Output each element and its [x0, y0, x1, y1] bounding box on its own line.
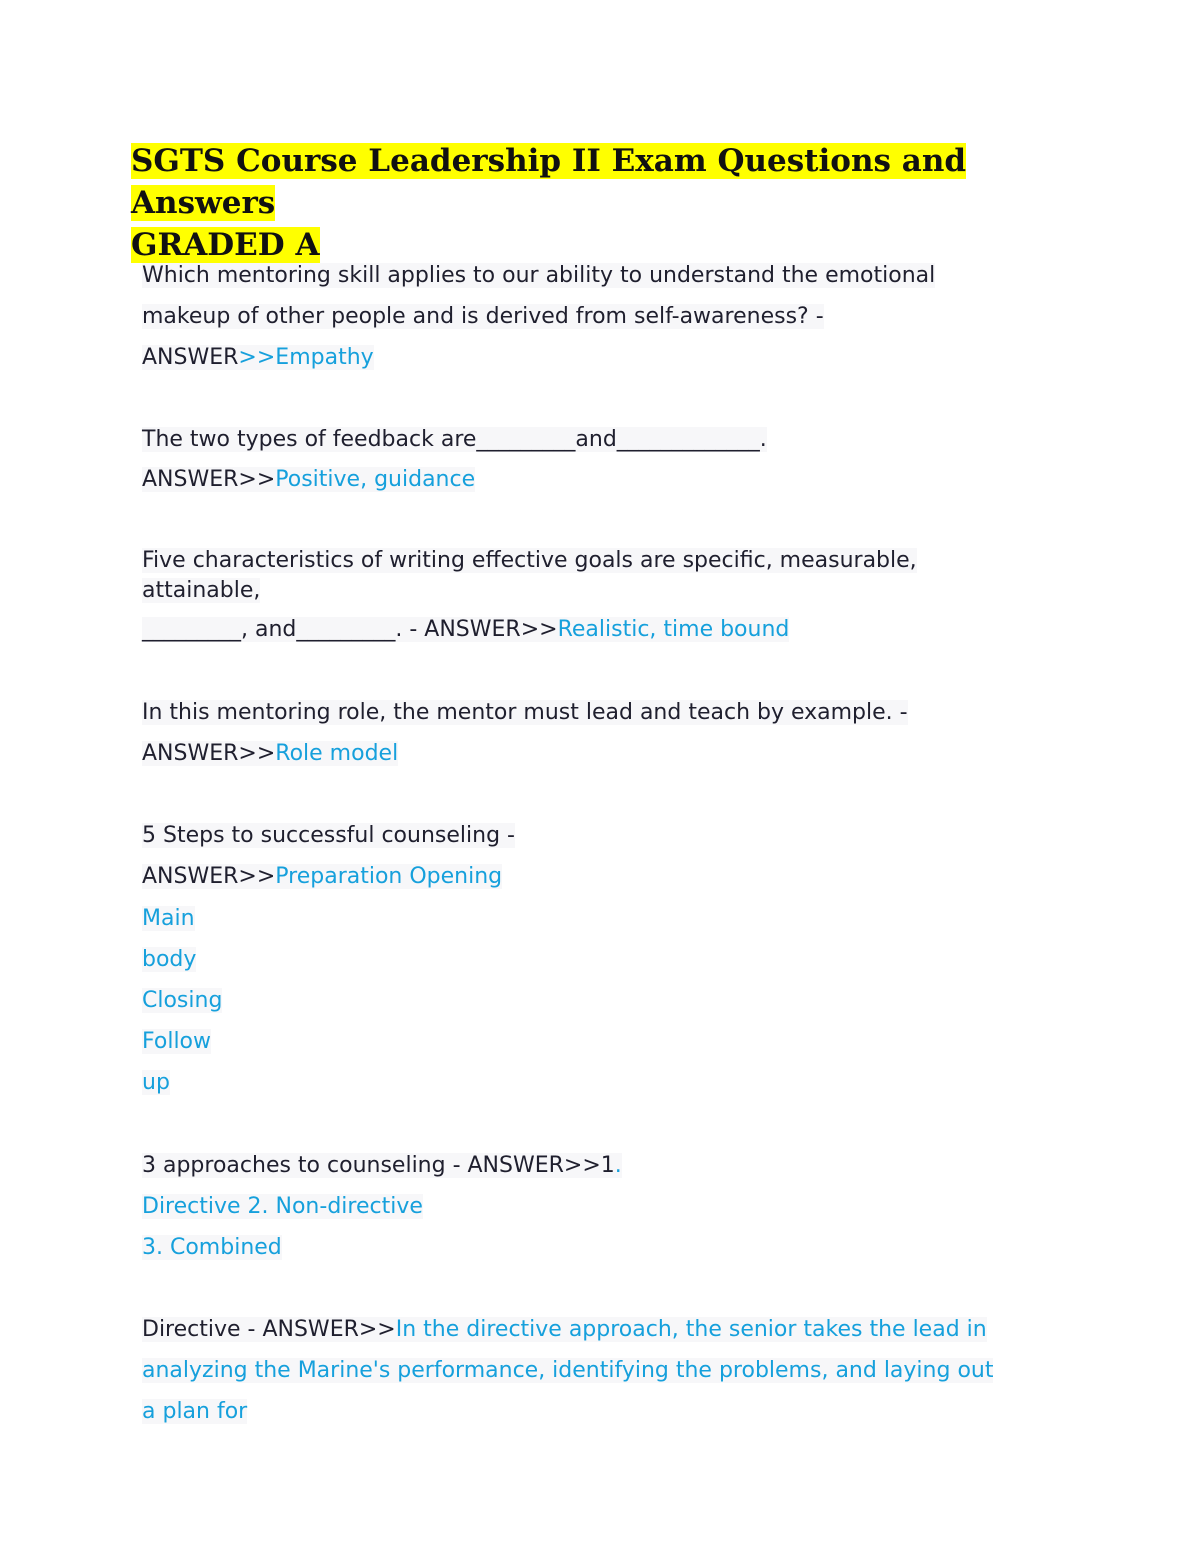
answer-line	[142, 615, 789, 645]
answer-line	[142, 465, 475, 495]
answer-prefix: ANSWER	[142, 345, 239, 370]
question-line: The two types of feedback are_________and_____________.	[142, 427, 767, 452]
answer-continuation: 3. Combined	[142, 1235, 282, 1260]
answer-text: .	[614, 1153, 622, 1178]
answer-continuation: Follow	[142, 1029, 212, 1054]
answer-continuation: body	[142, 947, 197, 972]
answer-line	[142, 739, 398, 769]
answer-prefix: ANSWER>>	[142, 741, 276, 766]
question-line: Which mentoring skill applies to our ability to understand the emotional	[142, 263, 936, 288]
answer-text: Role model	[275, 741, 399, 766]
answer-text: Positive, guidance	[275, 467, 476, 492]
title-line-2: GRADED A	[131, 227, 320, 263]
answer-prefix: ANSWER>>	[142, 864, 276, 889]
answer-text: Realistic, time bound	[557, 617, 790, 642]
answer-text: Preparation Opening	[275, 864, 503, 889]
answer-line	[142, 343, 374, 373]
answer-text: In the directive approach, the senior takes the lead in	[395, 1317, 987, 1342]
question-line: makeup of other people and is derived from self-awareness? -	[142, 304, 824, 329]
question-line: Five characteristics of writing effective goals are specific, measurable,	[142, 548, 917, 573]
answer-continuation: Directive 2. Non-directive	[142, 1194, 423, 1219]
answer-continuation: Closing	[142, 988, 223, 1013]
answer-continuation: Main	[142, 906, 195, 931]
answer-prefix: _________, and_________. - ANSWER>>	[142, 617, 558, 642]
answer-text: Empathy	[275, 345, 374, 370]
answer-continuation: a plan for	[142, 1399, 248, 1424]
answer-line	[142, 862, 502, 892]
title-line-1: SGTS Course Leadership II Exam Questions and Answers	[131, 143, 967, 221]
answer-line	[142, 1315, 987, 1345]
answer-prefix: ANSWER>>	[142, 467, 276, 492]
answer-line	[142, 1151, 622, 1181]
question-line: 5 Steps to successful counseling -	[142, 823, 515, 848]
answer-prefix: 3 approaches to counseling - ANSWER>>1	[142, 1153, 615, 1178]
answer-prefix: Directive - ANSWER>>	[142, 1317, 396, 1342]
question-line: In this mentoring role, the mentor must lead and teach by example. -	[142, 700, 908, 725]
answer-continuation: up	[142, 1070, 170, 1095]
answer-continuation: analyzing the Marine's performance, identifying the problems, and laying out	[142, 1358, 994, 1383]
question-line: attainable,	[142, 578, 261, 603]
document-title	[131, 140, 1031, 266]
answer-arrows: >>	[238, 345, 276, 370]
